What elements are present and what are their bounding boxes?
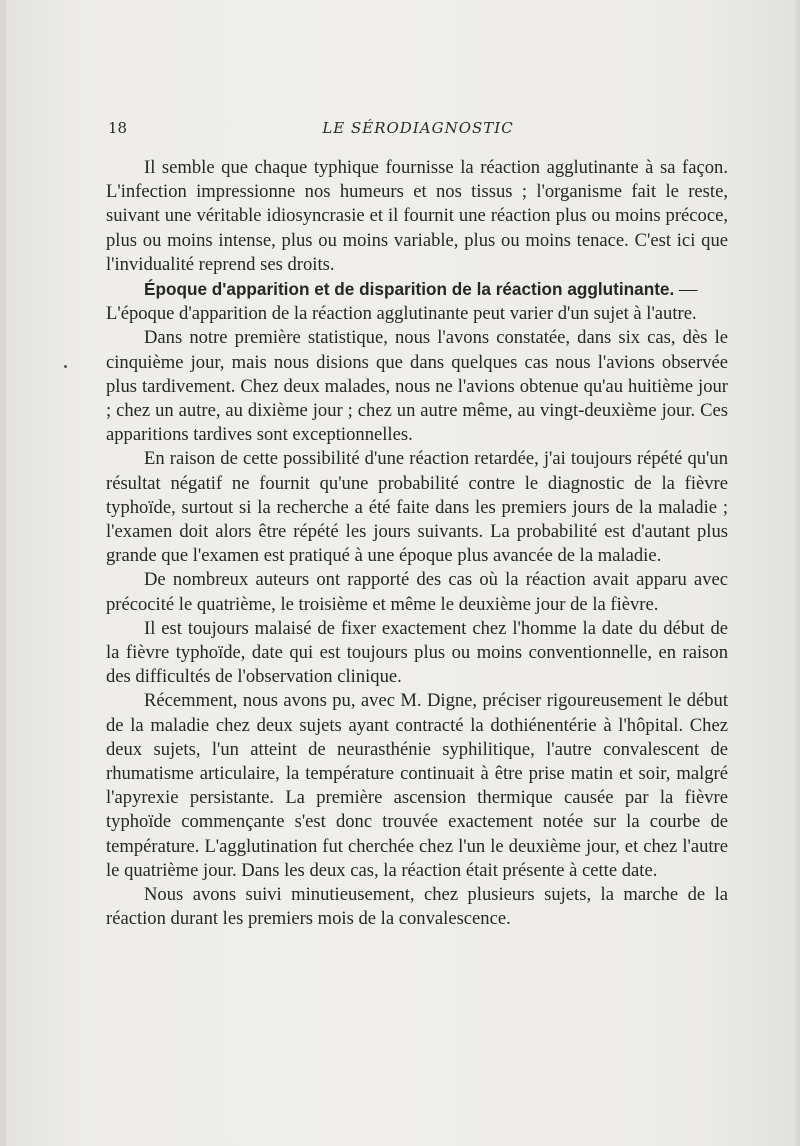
section-heading <box>106 277 728 302</box>
paragraph-5: Il est toujours malaisé de fixer exactement chez l'homme la date du début de la fièvre typhoïde, date qui est toujours plus ou moins conventionnelle, en raison des difficultés de l'observation clinique. <box>106 617 728 688</box>
paragraph-1: Il semble que chaque typhique fournisse la réaction agglutinante à sa façon. L'infection impressionne nos humeurs et nos tissus ; l'organisme fait le reste, suivant une véritable idiosyncrasie et il fournit une réaction plus ou moins précoce, plus ou moins intense, plus ou moins variable, plus ou moins tenace. C'est ici que l'invidualité reprend ses droits. <box>106 157 728 275</box>
margin-mark <box>64 365 67 368</box>
paragraph-3: En raison de cette possibilité d'une réaction retardée, j'ai toujours répété qu'un résultat négatif ne fournit qu'une probabilité contre le diagnostic de la fièvre typhoïde, surtout si la recherche a été faite dans les premiers jours de la maladie ; l'examen doit alors être répété les jours suivants. La probabilité est d'autant plus grande que l'examen est pratiqué à une époque plus avancée de la maladie. <box>106 448 728 567</box>
page-number: 18 <box>108 119 128 137</box>
paragraph-7: Nous avons suivi minutieusement, chez plusieurs sujets, la marche de la réaction durant les premiers mois de la convalescence. <box>106 884 728 930</box>
section-heading-title: Époque d'apparition et de disparition de la réaction agglutinante. <box>144 279 675 300</box>
paragraph-2: Dans notre première statistique, nous l'avons constatée, dans six cas, dès le cinquième jour, mais nous disions que dans quelques cas nous l'avions observée plus tardivement. Chez deux malades, nous ne l'avions obtenue qu'au huitième jour ; chez un autre, au dixième jour ; chez un autre même, au vingt-deuxième jour. Ces apparitions tardives sont exceptionnelles. <box>106 327 728 446</box>
section-intro: L'époque d'apparition de la réaction agglutinante peut varier d'un sujet à l'autre. <box>106 303 697 325</box>
section-heading-dash: — <box>674 279 698 301</box>
paragraph-4: De nombreux auteurs ont rapporté des cas où la réaction avait apparu avec précocité le quatrième, le troisième et même le deuxième jour de la fièvre. <box>106 569 728 615</box>
running-head <box>108 119 728 141</box>
body-text <box>106 156 728 932</box>
running-title: LE SÉRODIAGNOSTIC <box>322 119 514 137</box>
paragraph-6: Récemment, nous avons pu, avec M. Digne, préciser rigoureusement le début de la maladie chez deux sujets ayant contracté la dothiénentérie à l'hôpital. Chez deux sujets, l'un atteint de neurasthénie syphilitique, l'autre convalescent de rhumatisme articulaire, la température continuait à être prise matin et soir, malgré l'apyrexie persistante. La première ascension thermique causée par la fièvre typhoïde commençante s'est donc trouvée exactement notée sur la courbe de température. L'agglutination fut cherchée chez l'un le deuxième jour, et chez l'autre le quatrième jour. Dans les deux cas, la réaction était présente à cette date. <box>106 690 728 881</box>
